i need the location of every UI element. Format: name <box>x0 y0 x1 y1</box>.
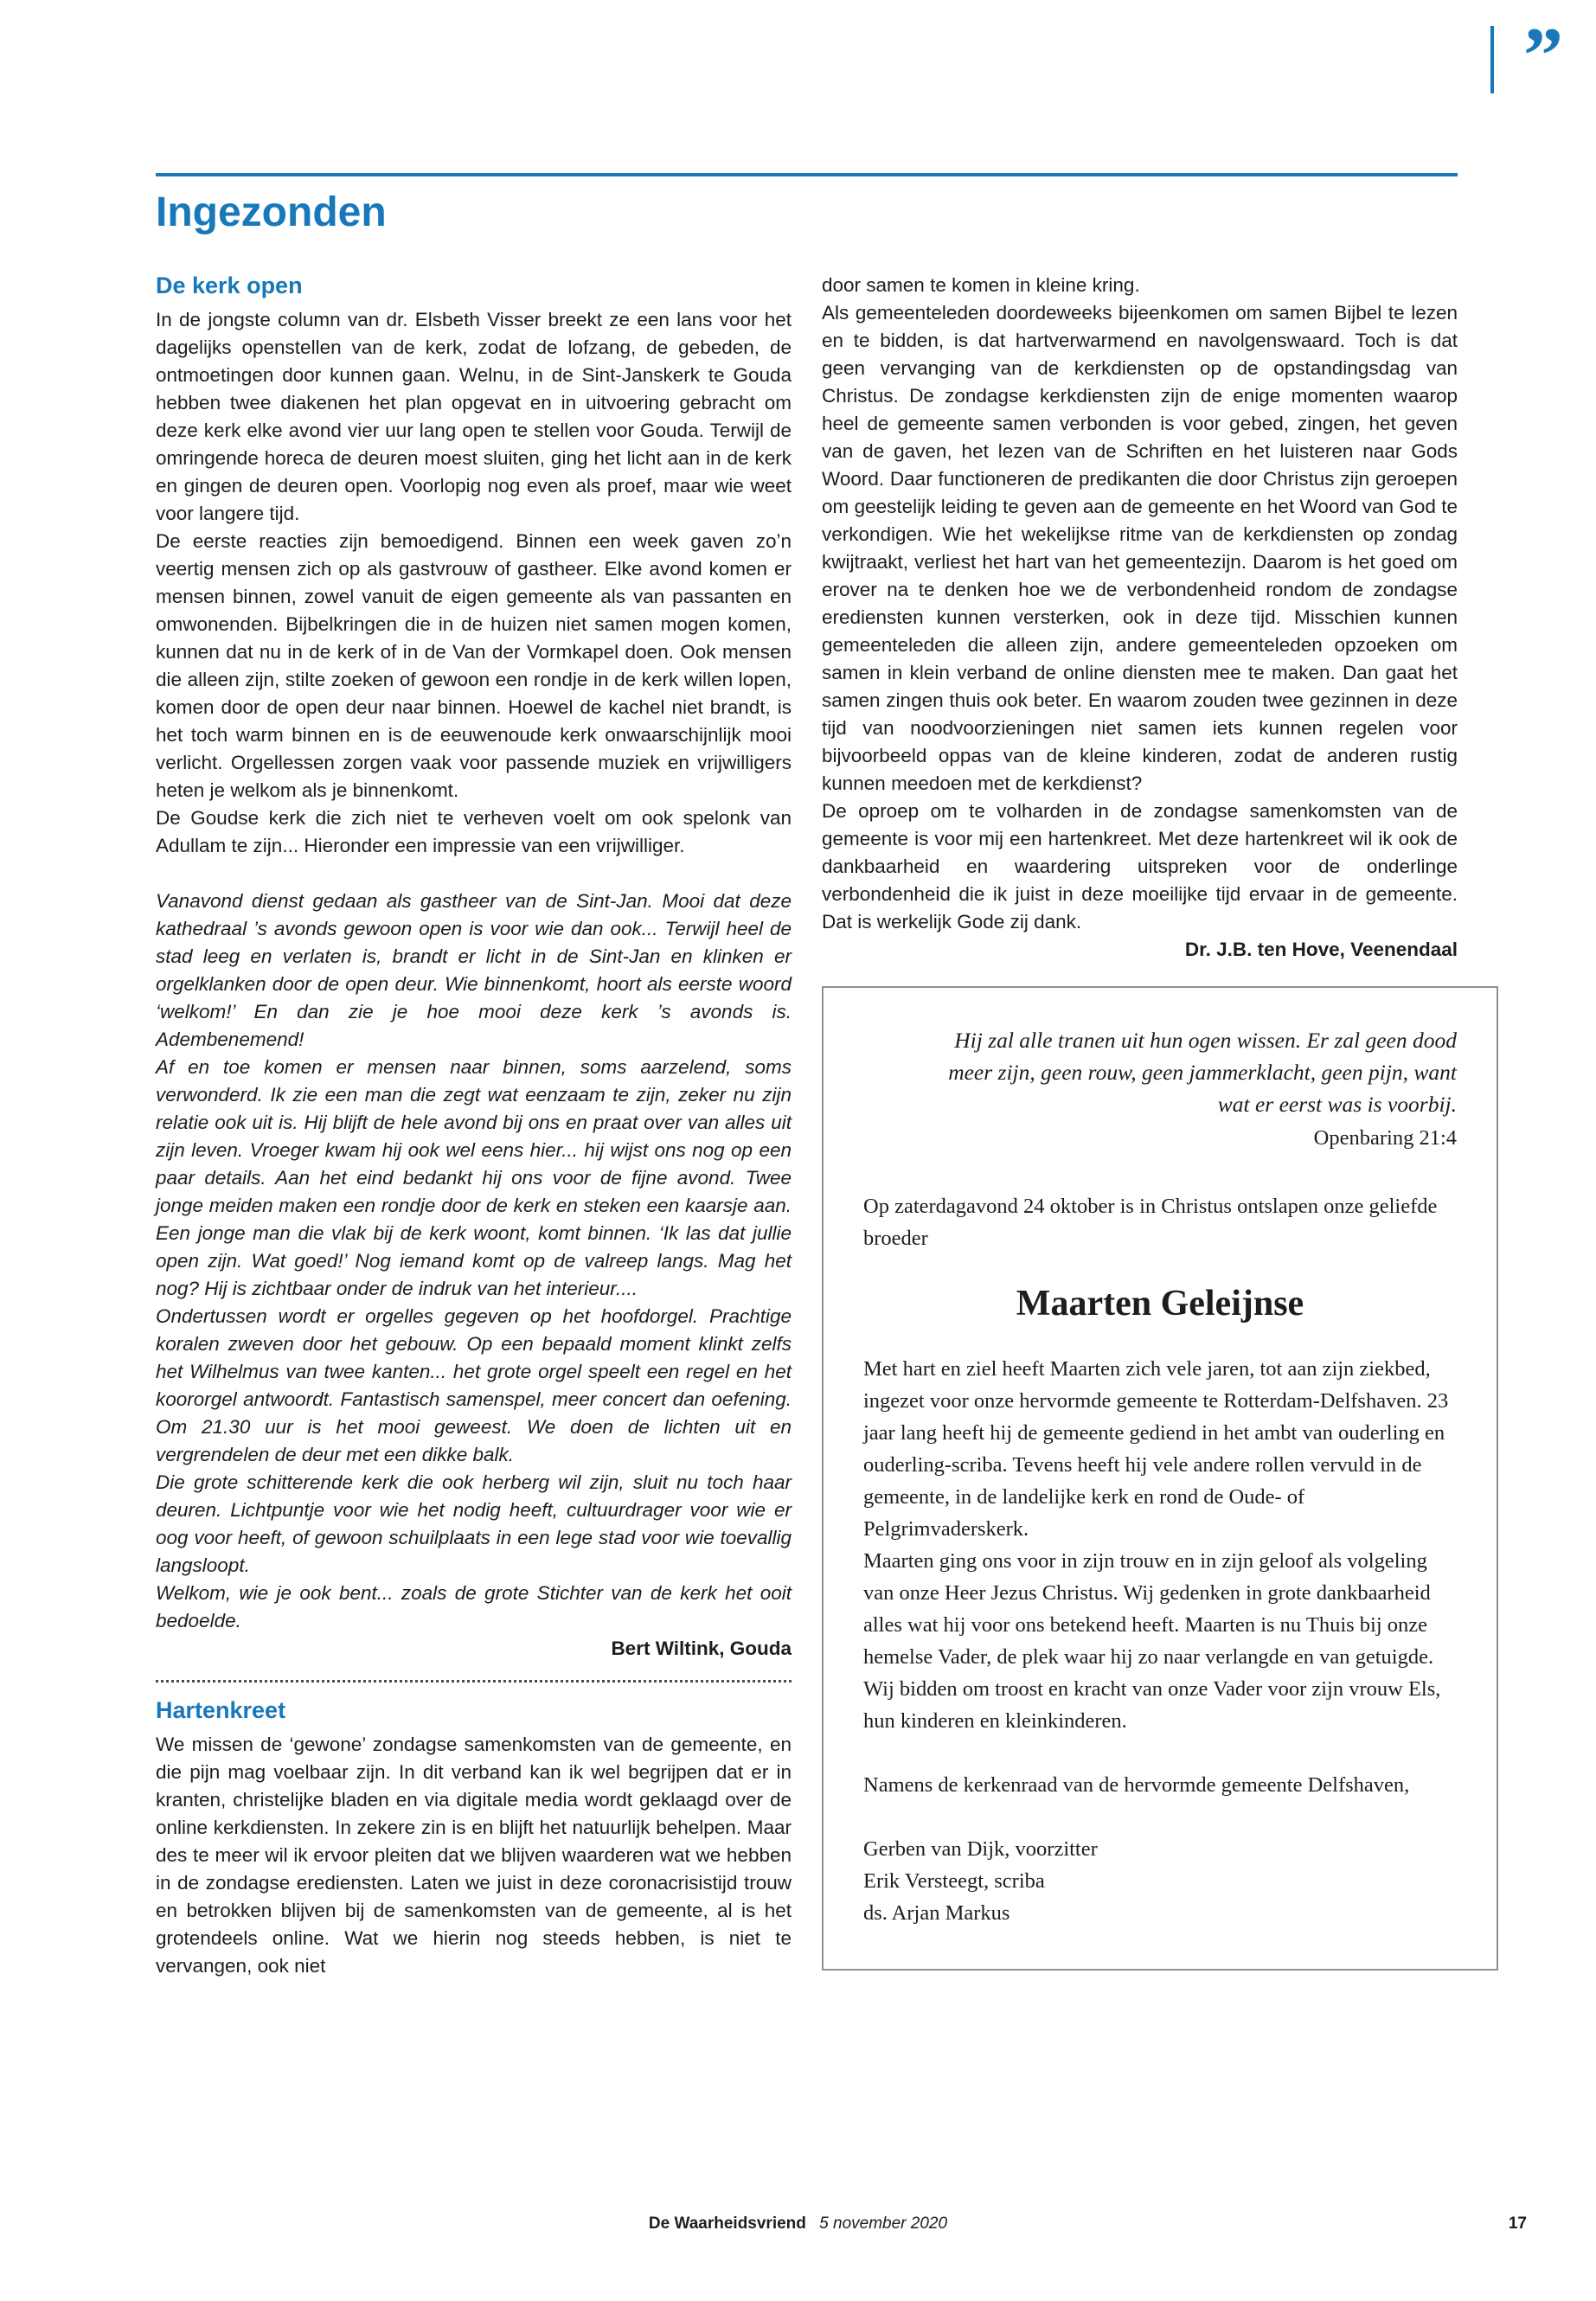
memorial-intro: Op zaterdagavond 24 oktober is in Christus ontslapen onze geliefde broeder <box>863 1195 1438 1250</box>
paragraph: Welkom, wie je ook bent... zoals de grote Stichter van de kerk het ooit bedoelde. <box>156 1582 792 1631</box>
paragraph: Af en toe komen er mensen naar binnen, soms aarzelend, soms verwonderd. Ik zie een man die zegt wat eenzaam te zijn, zeker nu zijn relatie ook uit is. Hij blijft de hele avond bij ons en praat over van alles uit zijn leven. Vroeger kwam hij ook wel eens hier... hij wijst ons nog op een paar details. Aan het eind bedankt hij ons voor de fijne avond. Twee jonge meiden maken een rondje door de kerk en steken een kaarsje aan. Een jonge man die vlak bij de kerk woont, komt binnen. ‘Ik las dat jullie open zijn. Wat goed!’ Nog iemand komt op de valreep langs. Mag het nog? Hij is zichtbaar onder de indruk van het interieur.... <box>156 1056 792 1299</box>
signatory: Gerben van Dijk, voorzitter <box>863 1837 1098 1861</box>
memorial-closing: Namens de kerkenraad van de hervormde gemeente Delfshaven, <box>863 1773 1410 1797</box>
section-heading-de-kerk-open: De kerk open <box>156 272 303 298</box>
paragraph: Wij bidden om troost en kracht van onze Vader voor zijn vrouw Els, hun kinderen en kleinkinderen. <box>863 1677 1441 1733</box>
section-heading-hartenkreet: Hartenkreet <box>156 1697 286 1723</box>
paragraph: De Goudse kerk die zich niet te verheven voelt om ook spelonk van Adullam te zijn... Hieronder een impressie van een vrijwilliger. <box>156 807 792 856</box>
footer-page-number: 17 <box>1508 2214 1527 2233</box>
signature-ten-hove: Dr. J.B. ten Hove, Veenendaal <box>1184 939 1458 960</box>
memorial-signatories <box>863 1833 1457 1929</box>
paragraph: Die grote schitterende kerk die ook herberg wil zijn, sluit nu toch haar deuren. Lichtpuntje voor wie het nodig heeft, cultuurdrager voor wie er oog voor heeft, of gewoon schuilplaats in een lege stad voor wie toevallig langsloopt. <box>156 1471 792 1576</box>
memorial-scripture-quote: Hij zal alle tranen uit hun ogen wissen. Er zal geen dood meer zijn, geen rouw, geen jammerklacht, geen pijn, want wat er eerst was is voorbij. <box>948 1028 1457 1117</box>
quote-accent-line <box>1490 26 1494 93</box>
memorial-deceased-name: Maarten Geleijnse <box>1016 1284 1304 1324</box>
paragraph: We missen de ‘gewone’ zondagse samenkomsten van de gemeente, en die pijn mag voelbaar zijn. In dit verband kan ik wel begrijpen dat er in kranten, christelijke bladen en via digitale media wordt geklaagd over de online kerkdiensten. In zekere zin is en blijft het natuurlijk behelpen. Maar des te meer wil ik ervoor pleiten dat we blijven waarderen wat we hebben in de zondagse erediensten. Laten we juist in deze coronacrisistijd trouw en betrokken blijven bij de samenkomsten van de gemeente, al is het grotendeels online. Wat we hierin nog steeds hebben, is niet te vervangen, ook niet <box>156 1734 792 1977</box>
paragraph: Als gemeenteleden doordeweeks bijeenkomen om samen Bijbel te lezen en te bidden, is dat hartverwarmend en navolgenswaard. Toch is dat geen vervanging van de kerkdiensten op de opstandingsdag van Christus. De zondagse kerkdiensten zijn de enige momenten waarop heel de gemeente samen verbonden is voor gebed, zingen, het geven van de gaven, het lezen van de Schriften en het luisteren naar Gods Woord. Daar functioneren de predikanten die door Christus zijn geroepen om geestelijk leiding te geven aan de gemeente en het Woord van God te verkondigen. Wie het wekelijkse ritme van de kerkdiensten op zondag kwijtraakt, verliest het hart van het gemeentezijn. Daarom is het goed om erover na te denken hoe we de verbondenheid rondom de zondagse erediensten kunnen versterken, ook in deze tijd. Misschien kunnen gemeenteleden die alleen zijn, andere gemeenteleden opzoeken om samen in klein verband de online diensten mee te maken. Dan gaat het samen zingen thuis ook beter. En waarom zouden twee gezinnen in deze tijd van noodvoorzieningen niet samen iets kunnen regelen voor bijvoorbeeld oppas van de kleine kinderen, zodat de anderen rustig kunnen meedoen met de kerkdienst? <box>822 302 1458 794</box>
column-right <box>822 272 1458 1971</box>
page-footer <box>0 2214 1596 2234</box>
paragraph: In de jongste column van dr. Elsbeth Visser breekt ze een lans voor het dagelijks openstellen van de kerk, zodat de lofzang, de gebeden, de ontmoetingen door kunnen gaan. Welnu, in de Sint-Janskerk te Gouda hebben twee diakenen het plan opgevat en in uitvoering gebracht om deze kerk elke avond vier uur lang open te stellen voor Gouda. Terwijl de omringende horeca de deuren moest sluiten, ging het licht aan in de kerk en gingen de deuren open. Voorlopig nog even als proef, maar wie weet voor langere tijd. <box>156 309 792 524</box>
memorial-scripture-reference: Openbaring 21:4 <box>1313 1126 1457 1150</box>
text-columns <box>156 272 1458 1980</box>
paragraph: door samen te komen in kleine kring. <box>822 274 1140 296</box>
paragraph: De eerste reacties zijn bemoedigend. Binnen een week gaven zo’n veertig mensen zich op als gastvrouw of gastheer. Elke avond komen er mensen binnen, zowel vanuit de eigen gemeente als van passanten en omwonenden. Bijbelkringen die in de huizen niet samen mogen komen, kunnen dat nu in de kerk of in de Van der Vormkapel doen. Ook mensen die alleen zijn, stilte zoeken of gewoon een rondje in de kerk willen lopen, komen door de open deur naar binnen. Hoewel de kachel niet brandt, is het toch warm binnen en is de eeuwenoude kerk onwaarschijnlijk mooi verlicht. Orgellessen zorgen vaak voor passende muziek en vrijwilligers heten je welkom als je binnenkomt. <box>156 530 792 801</box>
volunteer-impression-block <box>156 888 792 1635</box>
footer-magazine-name: De Waarheidsvriend <box>648 2214 806 2233</box>
signature-bert-wiltink: Bert Wiltink, Gouda <box>611 1638 792 1659</box>
article-kerk-open-body <box>156 306 792 860</box>
paragraph: Vanavond dienst gedaan als gastheer van de Sint-Jan. Mooi dat deze kathedraal ’s avonds gewoon open is voor wie dan ook... Terwijl heel de stad leeg en verlaten is, brandt er licht in de Sint-Jan en klinken er orgelklanken door de open deur. Wie binnenkomt, hoort als eerste woord ‘welkom!’ En dan zie je hoe mooi deze kerk ’s avonds is. Adembenemend! <box>156 890 792 1050</box>
dotted-divider <box>156 1680 792 1682</box>
title-rule <box>156 173 1458 176</box>
signatory: ds. Arjan Markus <box>863 1901 1010 1925</box>
memorial-body <box>863 1353 1457 1737</box>
page-content <box>156 173 1458 1980</box>
paragraph: Ondertussen wordt er orgelles gegeven op het hoofdorgel. Prachtige koralen zweven door het gebouw. Op een bepaald moment klinkt zelfs het Wilhelmus van twee kanten... het grote orgel speelt een regel en het koororgel antwoordt. Fantastisch samenspel, meer concert dan oefening. Om 21.30 uur is het mooi geweest. We doen de lichten uit en vergrendelen de deur met een dikke balk. <box>156 1305 792 1465</box>
signatory: Erik Versteegt, scriba <box>863 1869 1045 1893</box>
memorial-card <box>822 986 1498 1971</box>
footer-date: 5 november 2020 <box>819 2214 948 2233</box>
quote-icon: ” <box>1523 11 1563 99</box>
column-left <box>156 272 792 1980</box>
page-title: Ingezonden <box>156 189 387 235</box>
article-hartenkreet-continuation <box>822 272 1458 936</box>
paragraph: Maarten ging ons voor in zijn trouw en in zijn geloof als volgeling van onze Heer Jezus Christus. Wij gedenken in grote dankbaarheid alles wat hij voor ons betekend heeft. Maarten is nu Thuis bij onze hemelse Vader, de plek waar hij zo naar verlangde en van getuigde. <box>863 1549 1434 1669</box>
paragraph: De oproep om te volharden in de zondagse samenkomsten van de gemeente is voor mij een hartenkreet. Met deze hartenkreet wil ik ook de dankbaarheid en waardering uitspreken voor de onderlinge verbondenheid die ik juist in deze moeilijke tijd ervaar in de gemeente. Dat is werkelijk Gode zij dank. <box>822 800 1458 933</box>
paragraph: Met hart en ziel heeft Maarten zich vele jaren, tot aan zijn ziekbed, ingezet voor onze hervormde gemeente te Rotterdam-Delfshaven. 23 jaar lang heeft hij de gemeente gediend in het ambt van ouderling en ouderling-scriba. Tevens heeft hij vele andere rollen vervuld in de gemeente, in de landelijke kerk en rond de Oude- of Pelgrimvaderskerk. <box>863 1357 1449 1541</box>
